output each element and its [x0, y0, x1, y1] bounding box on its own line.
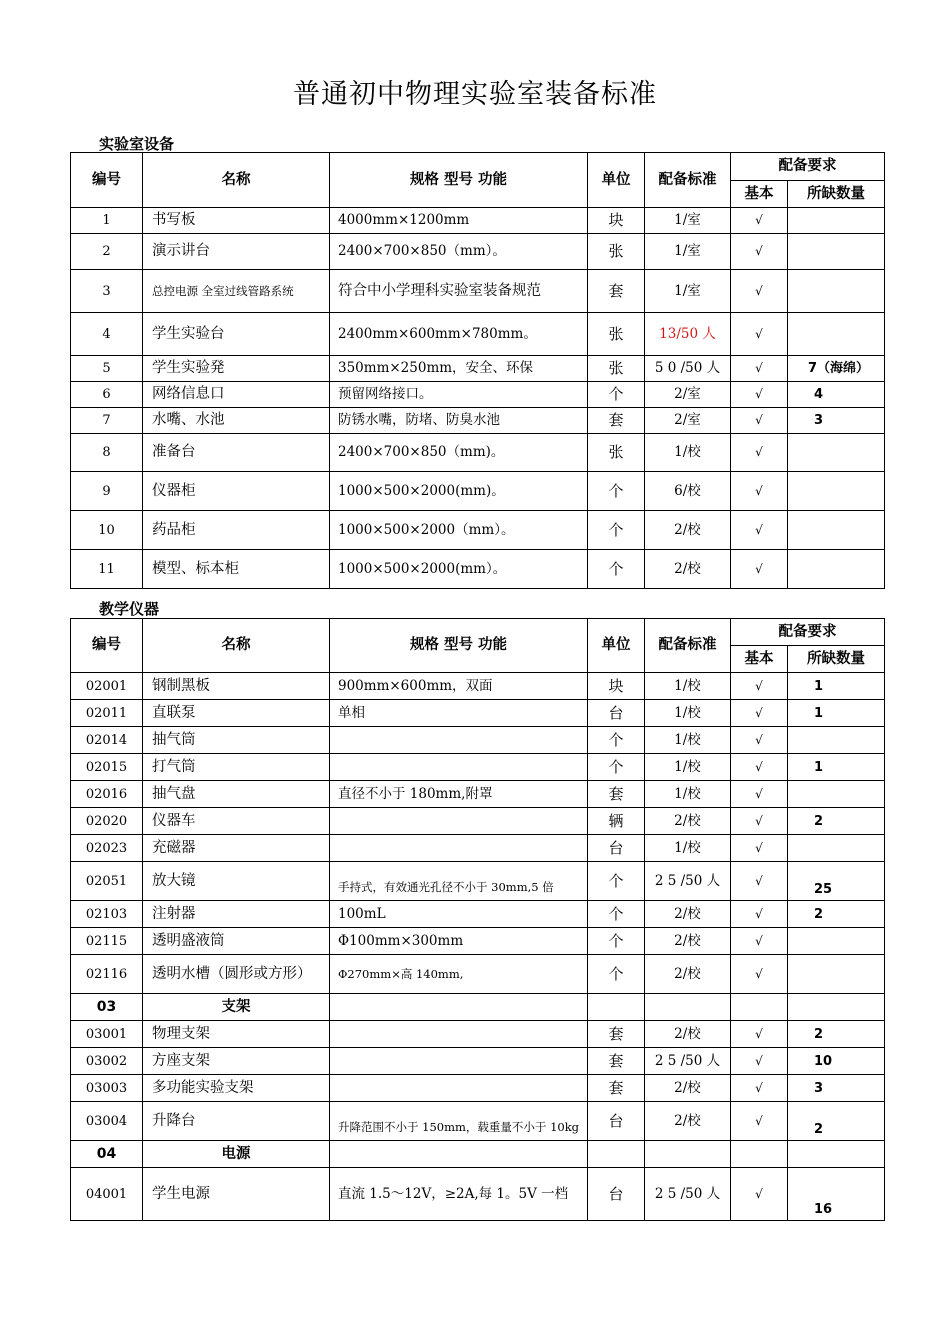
item-unit: 台: [588, 1102, 645, 1141]
lack-count: [788, 511, 885, 550]
item-name: 物理支架: [143, 1021, 330, 1048]
item-unit: 块: [588, 208, 645, 234]
item-spec: 100mL: [330, 901, 588, 928]
check-mark: √: [731, 1102, 788, 1141]
item-standard: 2/校: [645, 550, 731, 589]
item-spec: 单相: [330, 700, 588, 727]
item-standard: 5 0 /50 人: [645, 356, 731, 382]
item-spec: 直流 1.5～12V，≥2A,每 1。5V 一档: [330, 1168, 588, 1221]
item-number: 4: [71, 313, 143, 356]
item-name: 打气筒: [143, 754, 330, 781]
item-unit: 套: [588, 1021, 645, 1048]
item-name: 总控电源 全室过线管路系统: [143, 270, 330, 313]
table-row: [71, 270, 885, 313]
item-unit: 个: [588, 727, 645, 754]
empty-cell: [788, 994, 885, 1021]
item-standard: 2 5 /50 人: [645, 862, 731, 901]
table-row: [71, 1021, 885, 1048]
check-mark: √: [731, 781, 788, 808]
empty-cell: [645, 1141, 731, 1168]
item-standard: 2/校: [645, 1102, 731, 1141]
item-number: 2: [71, 234, 143, 270]
check-mark: √: [731, 511, 788, 550]
item-spec: 升降范围不小于 150mm，载重量不小于 10kg: [330, 1102, 588, 1141]
item-spec: [330, 1075, 588, 1102]
item-number: 1: [71, 208, 143, 234]
header-lack-count: 所缺数量: [788, 646, 885, 673]
table-row: [71, 511, 885, 550]
check-mark: √: [731, 1021, 788, 1048]
item-standard: 1/校: [645, 754, 731, 781]
item-number: 02011: [71, 700, 143, 727]
lack-count: [788, 313, 885, 356]
item-spec: 4000mm×1200mm: [330, 208, 588, 234]
item-number: 02051: [71, 862, 143, 901]
item-standard: 1/校: [645, 781, 731, 808]
item-spec: [330, 808, 588, 835]
check-mark: √: [731, 382, 788, 408]
item-unit: 个: [588, 754, 645, 781]
table-row: [71, 1075, 885, 1102]
item-standard: 1/室: [645, 234, 731, 270]
item-standard: 1/校: [645, 727, 731, 754]
item-number: 02015: [71, 754, 143, 781]
item-spec: 900mm×600mm，双面: [330, 673, 588, 700]
lack-count: [788, 472, 885, 511]
lack-count: 1: [788, 754, 885, 781]
lack-count: 4: [788, 382, 885, 408]
item-name: 水嘴、水池: [143, 408, 330, 434]
check-mark: √: [731, 673, 788, 700]
table-row: [71, 835, 885, 862]
table-row: [71, 408, 885, 434]
lack-count: [788, 550, 885, 589]
check-mark: √: [731, 1168, 788, 1221]
item-number: 6: [71, 382, 143, 408]
item-number: 03003: [71, 1075, 143, 1102]
item-unit: 辆: [588, 808, 645, 835]
lack-count: [788, 234, 885, 270]
item-name: 注射器: [143, 901, 330, 928]
item-spec: Φ100mm×300mm: [330, 928, 588, 955]
item-name: 直联泵: [143, 700, 330, 727]
table-row: [71, 928, 885, 955]
item-number: 02020: [71, 808, 143, 835]
item-standard: 1/室: [645, 270, 731, 313]
table-row: [71, 994, 885, 1021]
lack-count: 2: [788, 1021, 885, 1048]
item-number: 02014: [71, 727, 143, 754]
table-row: [71, 356, 885, 382]
item-number: 02115: [71, 928, 143, 955]
item-name: 放大镜: [143, 862, 330, 901]
item-standard: 1/校: [645, 673, 731, 700]
check-mark: √: [731, 862, 788, 901]
empty-cell: [330, 1141, 588, 1168]
item-standard: 2/室: [645, 382, 731, 408]
item-number: 03001: [71, 1021, 143, 1048]
header-lack-count: 所缺数量: [788, 181, 885, 208]
item-standard: 2/校: [645, 928, 731, 955]
item-spec: 防锈水嘴，防堵、防臭水池: [330, 408, 588, 434]
item-spec: 1000×500×2000(mm）。: [330, 550, 588, 589]
check-mark: √: [731, 472, 788, 511]
table-row: [71, 1141, 885, 1168]
header-basic: 基本: [731, 646, 788, 673]
table-row: [71, 673, 885, 700]
item-name: 透明盛液筒: [143, 928, 330, 955]
item-name: 网络信息口: [143, 382, 330, 408]
item-unit: 套: [588, 781, 645, 808]
item-standard: 2/校: [645, 511, 731, 550]
item-spec: 直径不小于 180mm,附罩: [330, 781, 588, 808]
empty-cell: [645, 994, 731, 1021]
table-row: [71, 208, 885, 234]
item-spec: 1000×500×2000（mm）。: [330, 511, 588, 550]
item-name: 升降台: [143, 1102, 330, 1141]
check-mark: √: [731, 408, 788, 434]
empty-cell: [788, 1141, 885, 1168]
item-spec: 2400×700×850（mm）。: [330, 234, 588, 270]
item-number: 02001: [71, 673, 143, 700]
item-standard: 2 5 /50 人: [645, 1048, 731, 1075]
lack-count: [788, 208, 885, 234]
check-mark: √: [731, 700, 788, 727]
lack-count: 2: [788, 808, 885, 835]
check-mark: √: [731, 928, 788, 955]
lab-equipment-rows: [71, 208, 885, 589]
item-unit: 张: [588, 356, 645, 382]
header-basic: 基本: [731, 181, 788, 208]
item-unit: 套: [588, 270, 645, 313]
item-name: 透明水槽（圆形或方形）: [143, 955, 330, 994]
empty-cell: [588, 1141, 645, 1168]
check-mark: √: [731, 434, 788, 472]
item-spec: [330, 1048, 588, 1075]
table-row: [71, 808, 885, 835]
lack-count: [788, 955, 885, 994]
table-row: [71, 862, 885, 901]
item-unit: 个: [588, 928, 645, 955]
item-unit: 张: [588, 313, 645, 356]
section-title-lab-equipment: 实验室设备: [99, 135, 175, 153]
item-standard: 2/校: [645, 1075, 731, 1102]
check-mark: √: [731, 550, 788, 589]
check-mark: √: [731, 901, 788, 928]
item-unit: 块: [588, 673, 645, 700]
teaching-instruments-table: [70, 618, 885, 1221]
lack-count: 7（海绵）: [788, 356, 885, 382]
item-standard: 1/校: [645, 434, 731, 472]
item-unit: 台: [588, 700, 645, 727]
category-code: 04: [71, 1141, 143, 1168]
item-standard: 1/室: [645, 208, 731, 234]
header-requirement: 配备要求: [731, 153, 885, 181]
item-name: 书写板: [143, 208, 330, 234]
teaching-instrument-rows: [71, 673, 885, 1221]
item-spec: [330, 835, 588, 862]
check-mark: √: [731, 808, 788, 835]
lack-count: 2: [788, 901, 885, 928]
category-name: 电源: [143, 1141, 330, 1168]
item-unit: 台: [588, 1168, 645, 1221]
header-unit: 单位: [588, 153, 645, 208]
table-row: [71, 1048, 885, 1075]
lack-count: [788, 835, 885, 862]
table-row: [71, 781, 885, 808]
item-name: 抽气筒: [143, 727, 330, 754]
item-standard: 1/校: [645, 700, 731, 727]
empty-cell: [731, 994, 788, 1021]
item-number: 02103: [71, 901, 143, 928]
item-unit: 套: [588, 408, 645, 434]
item-spec: [330, 754, 588, 781]
item-name: 学生实验台: [143, 313, 330, 356]
lack-count: 3: [788, 408, 885, 434]
item-unit: 个: [588, 550, 645, 589]
item-standard: 13/50 人: [645, 313, 731, 356]
header-name: 名称: [143, 153, 330, 208]
lack-count: [788, 781, 885, 808]
item-number: 7: [71, 408, 143, 434]
item-number: 02016: [71, 781, 143, 808]
item-spec: 1000×500×2000(mm)。: [330, 472, 588, 511]
item-number: 10: [71, 511, 143, 550]
check-mark: √: [731, 1048, 788, 1075]
header-no: 编号: [71, 619, 143, 673]
item-name: 仪器柜: [143, 472, 330, 511]
item-spec: 手持式，有效通光孔径不小于 30mm,5 倍: [330, 862, 588, 901]
header-standard: 配备标准: [645, 619, 731, 673]
item-unit: 张: [588, 434, 645, 472]
page-title: 普通初中物理实验室装备标准: [293, 79, 657, 110]
table-row: [71, 727, 885, 754]
lack-count: 1: [788, 700, 885, 727]
item-number: 11: [71, 550, 143, 589]
lack-count: 2: [788, 1102, 885, 1141]
item-number: 9: [71, 472, 143, 511]
empty-cell: [588, 994, 645, 1021]
item-standard: 2/校: [645, 1021, 731, 1048]
item-number: 5: [71, 356, 143, 382]
item-name: 学生电源: [143, 1168, 330, 1221]
header-spec: 规格 型号 功能: [330, 153, 588, 208]
lack-count: [788, 270, 885, 313]
category-code: 03: [71, 994, 143, 1021]
item-spec: 2400mm×600mm×780mm。: [330, 313, 588, 356]
item-name: 钢制黑板: [143, 673, 330, 700]
header-standard: 配备标准: [645, 153, 731, 208]
item-unit: 张: [588, 234, 645, 270]
item-name: 方座支架: [143, 1048, 330, 1075]
item-name: 多功能实验支架: [143, 1075, 330, 1102]
item-unit: 个: [588, 901, 645, 928]
item-unit: 个: [588, 511, 645, 550]
table-row: [71, 901, 885, 928]
item-unit: 个: [588, 472, 645, 511]
check-mark: √: [731, 270, 788, 313]
check-mark: √: [731, 234, 788, 270]
header-spec: 规格 型号 功能: [330, 619, 588, 673]
check-mark: √: [731, 835, 788, 862]
item-unit: 套: [588, 1048, 645, 1075]
item-standard: 2/校: [645, 808, 731, 835]
table-row: [71, 550, 885, 589]
item-name: 准备台: [143, 434, 330, 472]
check-mark: √: [731, 356, 788, 382]
item-number: 04001: [71, 1168, 143, 1221]
table-row: [71, 1168, 885, 1221]
check-mark: √: [731, 955, 788, 994]
lack-count: [788, 727, 885, 754]
category-name: 支架: [143, 994, 330, 1021]
lack-count: 25: [788, 862, 885, 901]
header-name: 名称: [143, 619, 330, 673]
item-standard: 2/室: [645, 408, 731, 434]
item-unit: 个: [588, 955, 645, 994]
lack-count: 3: [788, 1075, 885, 1102]
item-name: 模型、标本柜: [143, 550, 330, 589]
item-unit: 个: [588, 862, 645, 901]
item-standard: 2/校: [645, 901, 731, 928]
item-standard: 6/校: [645, 472, 731, 511]
header-requirement: 配备要求: [731, 619, 885, 646]
item-spec: 350mm×250mm，安全、环保: [330, 356, 588, 382]
item-spec: [330, 727, 588, 754]
table-row: [71, 754, 885, 781]
item-unit: 套: [588, 1075, 645, 1102]
item-number: 02023: [71, 835, 143, 862]
empty-cell: [731, 1141, 788, 1168]
empty-cell: [330, 994, 588, 1021]
table-row: [71, 1102, 885, 1141]
item-number: 03002: [71, 1048, 143, 1075]
item-spec: 符合中小学理科实验室装备规范: [330, 270, 588, 313]
lack-count: 16: [788, 1168, 885, 1221]
item-number: 3: [71, 270, 143, 313]
table-row: [71, 313, 885, 356]
lack-count: 10: [788, 1048, 885, 1075]
table-row: [71, 472, 885, 511]
check-mark: √: [731, 313, 788, 356]
item-number: 03004: [71, 1102, 143, 1141]
header-no: 编号: [71, 153, 143, 208]
item-standard: 2/校: [645, 955, 731, 994]
section-title-teaching-instruments: 教学仪器: [99, 600, 160, 618]
table-row: [71, 434, 885, 472]
table-row: [71, 955, 885, 994]
item-spec: 2400×700×850（mm)。: [330, 434, 588, 472]
header-unit: 单位: [588, 619, 645, 673]
item-spec: [330, 1021, 588, 1048]
item-standard: 1/校: [645, 835, 731, 862]
check-mark: √: [731, 1075, 788, 1102]
item-name: 药品柜: [143, 511, 330, 550]
item-number: 8: [71, 434, 143, 472]
lab-equipment-table: [70, 152, 885, 589]
table-row: [71, 700, 885, 727]
item-name: 充磁器: [143, 835, 330, 862]
table-row: [71, 382, 885, 408]
item-name: 学生实验発: [143, 356, 330, 382]
check-mark: √: [731, 208, 788, 234]
item-unit: 台: [588, 835, 645, 862]
lack-count: [788, 928, 885, 955]
lack-count: 1: [788, 673, 885, 700]
item-spec: Φ270mm×高 140mm,: [330, 955, 588, 994]
item-standard: 2 5 /50 人: [645, 1168, 731, 1221]
item-name: 仪器车: [143, 808, 330, 835]
item-unit: 个: [588, 382, 645, 408]
item-spec: 预留网络接口。: [330, 382, 588, 408]
lack-count: [788, 434, 885, 472]
item-name: 抽气盘: [143, 781, 330, 808]
item-number: 02116: [71, 955, 143, 994]
check-mark: √: [731, 727, 788, 754]
check-mark: √: [731, 754, 788, 781]
table-row: [71, 234, 885, 270]
item-name: 演示讲台: [143, 234, 330, 270]
